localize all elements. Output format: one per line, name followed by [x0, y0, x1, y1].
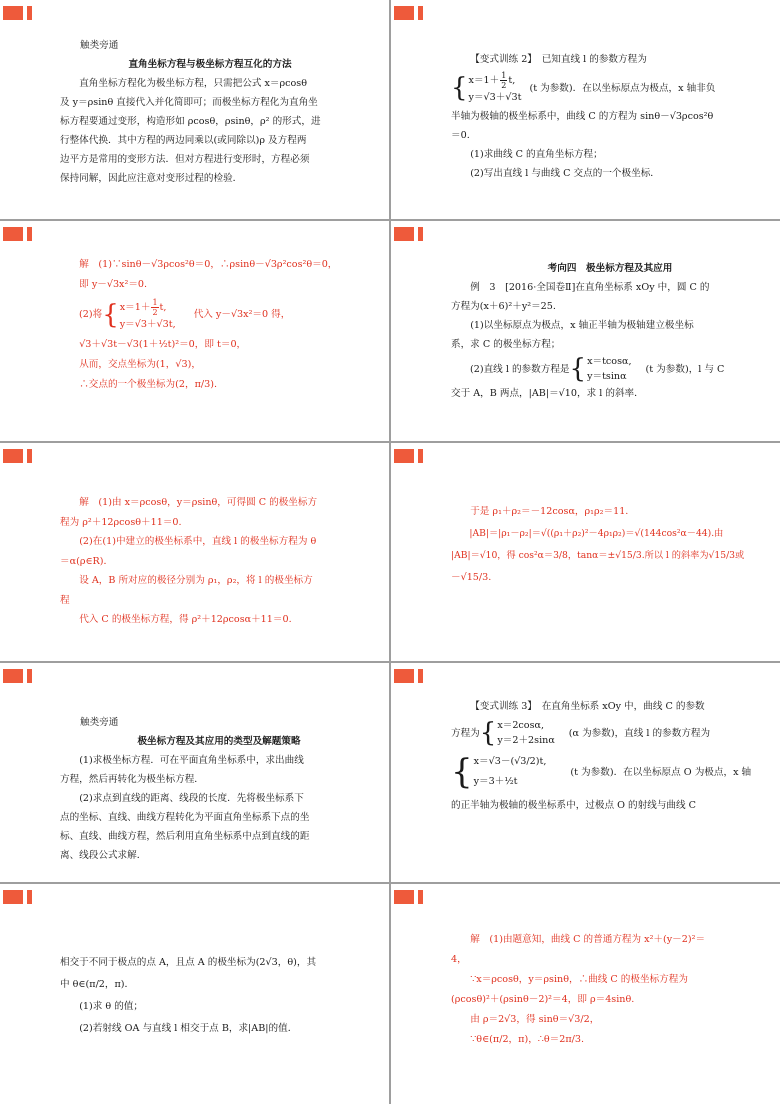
- solution-line: 4，: [451, 954, 467, 965]
- solution-line: ∵x＝ρcosθ，y＝ρsinθ，∴曲线 C 的极坐标方程为: [470, 974, 688, 985]
- text-line: 相交于不同于极点的点 A，且点 A 的极坐标为(2√3，θ)，其: [60, 957, 317, 968]
- text-line: 方程，然后再转化为极坐标方程．: [60, 774, 204, 785]
- solution-line: 解 (1)由 x＝ρcosθ，y＝ρsinθ，可得圆 C 的极坐标方: [79, 497, 318, 508]
- text-line: 的正半轴为极轴的极坐标系中，过极点 O 的射线与曲线 C: [451, 800, 697, 811]
- slide-logo: [3, 227, 35, 241]
- solution-line: 从而，交点坐标为(1，√3)，: [79, 359, 201, 370]
- solution-line: |AB|＝|ρ₁－ρ₂|＝√((ρ₁＋ρ₂)²－4ρ₁ρ₂)＝√(144cos²α－44).由: [469, 528, 724, 539]
- example-title: 例 3 [2016·全国卷Ⅱ]在直角坐标系 xOy 中，圆 C 的: [470, 282, 710, 293]
- slide-10: [391, 884, 780, 1104]
- slide-3: [0, 221, 389, 441]
- slide-logo: [3, 890, 35, 904]
- equation-system: { x＝2cosα, y＝2＋2sinα: [479, 718, 555, 748]
- solution-line: 解 (1)由题意知，曲线 C 的普通方程为 x²＋(y－2)²＝: [470, 934, 706, 945]
- solution-line: 程为 ρ²＋12ρcosθ＋11＝0.: [60, 516, 182, 528]
- text-line: ＝0.: [451, 130, 470, 141]
- tip-title: 极坐标方程及其应用的类型及解题策略: [137, 736, 301, 747]
- text-line: 点的坐标、直线、曲线方程转化为平面直角坐标系下点的坐: [60, 812, 310, 823]
- question-2: (2)写出直线 l 与曲线 C 交点的一个极坐标．: [470, 168, 660, 179]
- text-line: 半轴为极轴的极坐标系中，曲线 C 的方程为 sinθ－√3ρcos²θ: [451, 111, 714, 122]
- equation-system: { x＝tcosα, y＝tsinα: [569, 354, 632, 384]
- slide-1: [0, 0, 389, 219]
- slide-7: [0, 663, 389, 882]
- slide-5: [0, 443, 389, 661]
- text-line: 及 y＝ρsinθ 直接代入并化简即可；而极坐标方程化为直角坐: [60, 97, 318, 108]
- solution-line: √3＋√3t－√3(1＋½t)²＝0，即 t＝0，: [79, 339, 247, 350]
- text-line: 离、线段公式求解．: [60, 850, 147, 861]
- solution-line: |AB|＝√10，得 cos²α＝3/8，tanα＝±√15/3.所以 l 的斜率为√15/3或: [451, 550, 745, 561]
- slide-logo: [3, 669, 35, 683]
- text-line: (t 为参数)．在以坐标原点为极点，x 轴非负: [529, 82, 716, 94]
- equation-system: { x＝√3－(√3/2)t, y＝3＋½t: [451, 752, 547, 792]
- text-line: (t 为参数)，l 与 C: [645, 363, 725, 375]
- question-2: (2)若射线 OA 与直线 l 相交于点 B，求|AB|的值．: [79, 1023, 298, 1034]
- text-line: (α 为参数)，直线 l 的参数方程为: [568, 727, 711, 739]
- solution-line: 解 (1)∵sinθ－√3ρcos²θ＝0，∴ρsinθ－√3ρ²cos²θ＝0，: [79, 259, 338, 270]
- text-line: 标、直线、曲线方程，然后利用直角坐标系中点到直线的距: [60, 831, 310, 842]
- solution-line: 于是 ρ₁＋ρ₂＝－12cosα，ρ₁ρ₂＝11.: [470, 506, 629, 517]
- text-line: 直角坐标方程化为极坐标方程，只需把公式 x＝ρcosθ: [79, 78, 308, 89]
- tip-heading: 触类旁通: [80, 40, 119, 51]
- text-line: 保持同解，因此应注意对变形过程的检验．: [60, 173, 243, 184]
- slide-logo: [3, 449, 35, 463]
- solution-line: 设 A，B 所对应的极径分别为 ρ₁，ρ₂，将 l 的极坐标方: [79, 575, 313, 586]
- tip-title: 直角坐标方程与极坐标方程互化的方法: [128, 59, 292, 70]
- slide-logo: [394, 6, 426, 20]
- text-line: 交于 A，B 两点，|AB|＝√10，求 l 的斜率．: [451, 388, 644, 399]
- text-line: (t 为参数)．在以坐标原点 O 为极点，x 轴: [570, 766, 752, 778]
- slide-logo: [394, 227, 426, 241]
- slide-4: [391, 221, 780, 441]
- text-line: (1)求极坐标方程．可在平面直角坐标系中，求出曲线: [79, 755, 304, 766]
- solution-line: (2)在(1)中建立的极坐标系中，直线 l 的极坐标方程为 θ: [79, 536, 317, 547]
- solution-line: 代入 C 的极坐标方程，得 ρ²＋12ρcosα＋11＝0.: [79, 614, 292, 625]
- question-1: (1)求曲线 C 的直角坐标方程；: [470, 149, 603, 160]
- solution-line: －√15/3.: [451, 572, 492, 583]
- question-2: (2)直线 l 的参数方程是: [470, 363, 570, 375]
- section-title: 考向四 极坐标方程及其应用: [547, 263, 673, 274]
- question-1: (1)求 θ 的值；: [79, 1001, 144, 1012]
- slide-logo: [394, 449, 426, 463]
- solution-line: ＝α(ρ∈R)．: [60, 555, 114, 567]
- solution-line: (2)将: [79, 309, 103, 320]
- text-line: 系，求 C 的极坐标方程；: [451, 339, 561, 350]
- text-line: 方程为: [451, 727, 480, 739]
- text-line: 标方程要通过变形，构造形如 ρcosθ，ρsinθ，ρ² 的形式，进: [60, 116, 321, 127]
- text-line: (2)求点到直线的距离、线段的长度．先将极坐标系下: [79, 793, 304, 804]
- text-line: 边平方是常用的变形方法．但对方程进行变形时，方程必须: [60, 154, 310, 165]
- slide-logo: [394, 669, 426, 683]
- solution-line: 代入 y－√3x²＝0 得，: [193, 309, 291, 320]
- solution-line: (ρcosθ)²＋(ρsinθ－2)²＝4，即 ρ＝4sinθ.: [451, 994, 635, 1005]
- question-1: (1)以坐标原点为极点，x 轴正半轴为极轴建立极坐标: [470, 320, 694, 331]
- slide-logo: [394, 890, 426, 904]
- exercise-title: 【变式训练 2】 已知直线 l 的参数方程为: [470, 54, 647, 65]
- slide-logo: [3, 6, 35, 20]
- solution-line: ∵θ∈(π/2，π)，∴θ＝2π/3.: [470, 1034, 585, 1045]
- tip-heading: 触类旁通: [80, 717, 119, 728]
- solution-line: 由 ρ＝2√3，得 sinθ＝√3/2，: [470, 1014, 600, 1025]
- slide-9: [0, 884, 389, 1104]
- equation-system: { x＝1＋ $\frac{1}{2}$ t, y＝√3＋√3t,: [102, 298, 176, 330]
- text-line: 行整体代换．其中方程的两边同乘以(或同除以)ρ 及方程两: [60, 135, 307, 146]
- solution-line: 即 y－√3x²＝0.: [79, 279, 148, 290]
- equation-system: { x＝1＋ $\frac{1}{2}$ t, y＝√3＋√3t: [451, 71, 522, 103]
- text-line: 中 θ∈(π/2，π)．: [60, 979, 135, 990]
- solution-line: 程: [60, 594, 70, 606]
- text-line: 方程为(x＋6)²＋y²＝25.: [451, 301, 556, 312]
- slide-6: [391, 443, 780, 661]
- solution-line: ∴交点的一个极坐标为(2，π/3).: [79, 379, 217, 390]
- slide-2: [391, 0, 780, 219]
- exercise-title: 【变式训练 3】 在直角坐标系 xOy 中，曲线 C 的参数: [470, 701, 705, 712]
- slide-8: [391, 663, 780, 882]
